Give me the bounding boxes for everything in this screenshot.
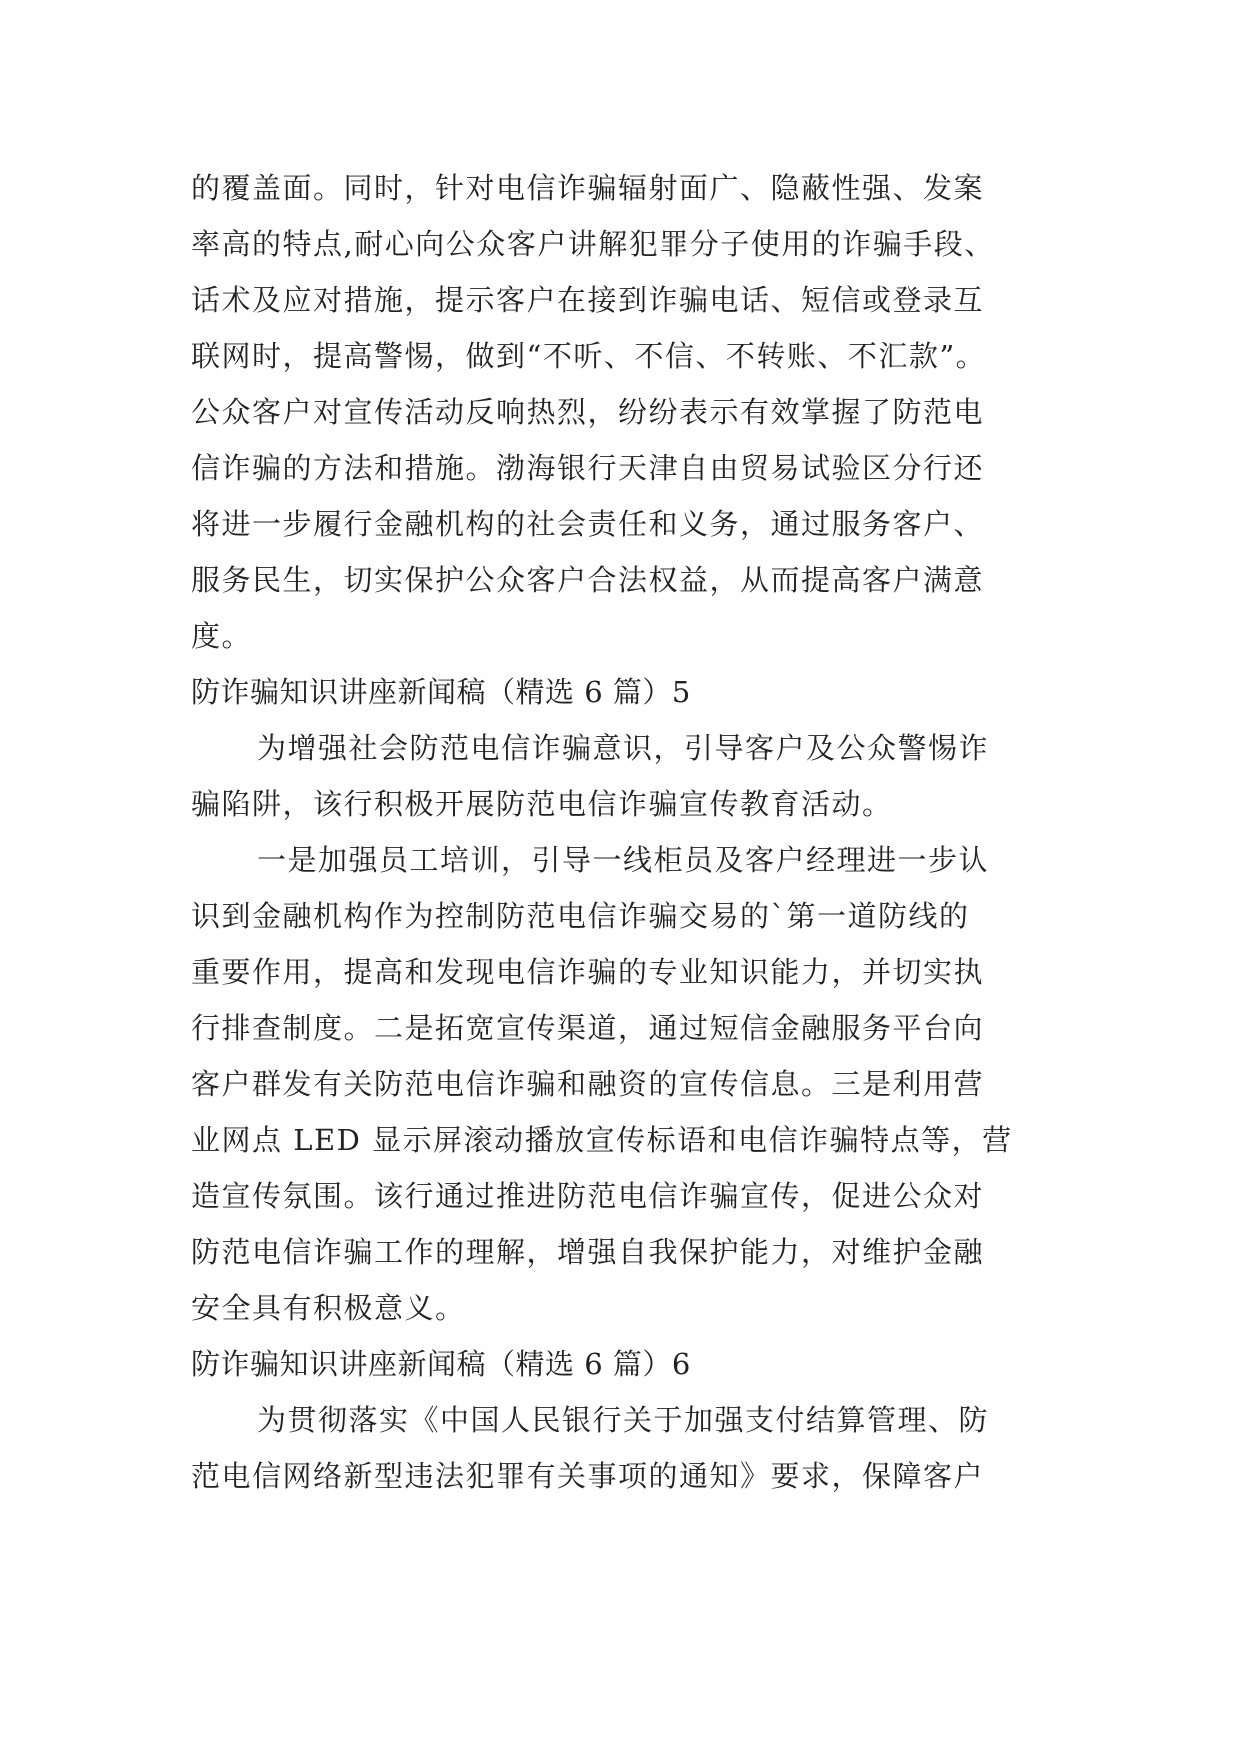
paragraph-line: 造宣传氛围。该行通过推进防范电信诈骗宣传，促进公众对 (191, 1179, 985, 1213)
paragraph-line: 联网时，提高警惕，做到“不听、不信、不转账、不汇款”。 (191, 339, 987, 373)
paragraph-line: 骗陷阱，该行积极开展防范电信诈骗宣传教育活动。 (191, 787, 893, 821)
section-heading-6: 防诈骗知识讲座新闻稿（精选 6 篇）6 (191, 1347, 691, 1381)
paragraph-line: 率高的特点,耐心向公众客户讲解犯罪分子使用的诈骗手段、 (191, 227, 995, 261)
paragraph-line: 行排查制度。二是拓宽宣传渠道，通过短信金融服务平台向 (191, 1011, 985, 1045)
paragraph-line: 度。 (191, 619, 253, 653)
paragraph-line: 重要作用，提高和发现电信诈骗的专业知识能力，并切实执 (191, 955, 985, 989)
paragraph-line: 为增强社会防范电信诈骗意识，引导客户及公众警惕诈 (257, 731, 990, 765)
paragraph-line: 的覆盖面。同时，针对电信诈骗辐射面广、隐蔽性强、发案 (191, 171, 985, 205)
paragraph-line: 公众客户对宣传活动反响热烈，纷纷表示有效掌握了防范电 (191, 395, 985, 429)
paragraph-line: 话术及应对措施，提示客户在接到诈骗电话、短信或登录互 (191, 283, 985, 317)
paragraph-line: 范电信网络新型违法犯罪有关事项的通知》要求，保障客户 (191, 1459, 985, 1493)
paragraph-line: 客户群发有关防范电信诈骗和融资的宣传信息。三是利用营 (191, 1067, 985, 1101)
paragraph-line: 将进一步履行金融机构的社会责任和义务，通过服务客户、 (191, 507, 985, 541)
paragraph-line: 安全具有积极意义。 (191, 1291, 466, 1325)
paragraph-line: 为贯彻落实《中国人民银行关于加强支付结算管理、防 (257, 1403, 990, 1437)
section-heading-5: 防诈骗知识讲座新闻稿（精选 6 篇）5 (191, 675, 691, 709)
paragraph-line: 识到金融机构作为控制防范电信诈骗交易的`第一道防线的 (191, 899, 970, 933)
paragraph-line: 防范电信诈骗工作的理解，增强自我保护能力，对维护金融 (191, 1235, 985, 1269)
paragraph-line: 信诈骗的方法和措施。渤海银行天津自由贸易试验区分行还 (191, 451, 985, 485)
article-body (191, 160, 1091, 1504)
paragraph-line: 业网点 LED 显示屏滚动播放宣传标语和电信诈骗特点等，营 (191, 1123, 1013, 1157)
paragraph-line: 一是加强员工培训，引导一线柜员及客户经理进一步认 (257, 843, 990, 877)
paragraph-line: 服务民生，切实保护公众客户合法权益，从而提高客户满意 (191, 563, 985, 597)
